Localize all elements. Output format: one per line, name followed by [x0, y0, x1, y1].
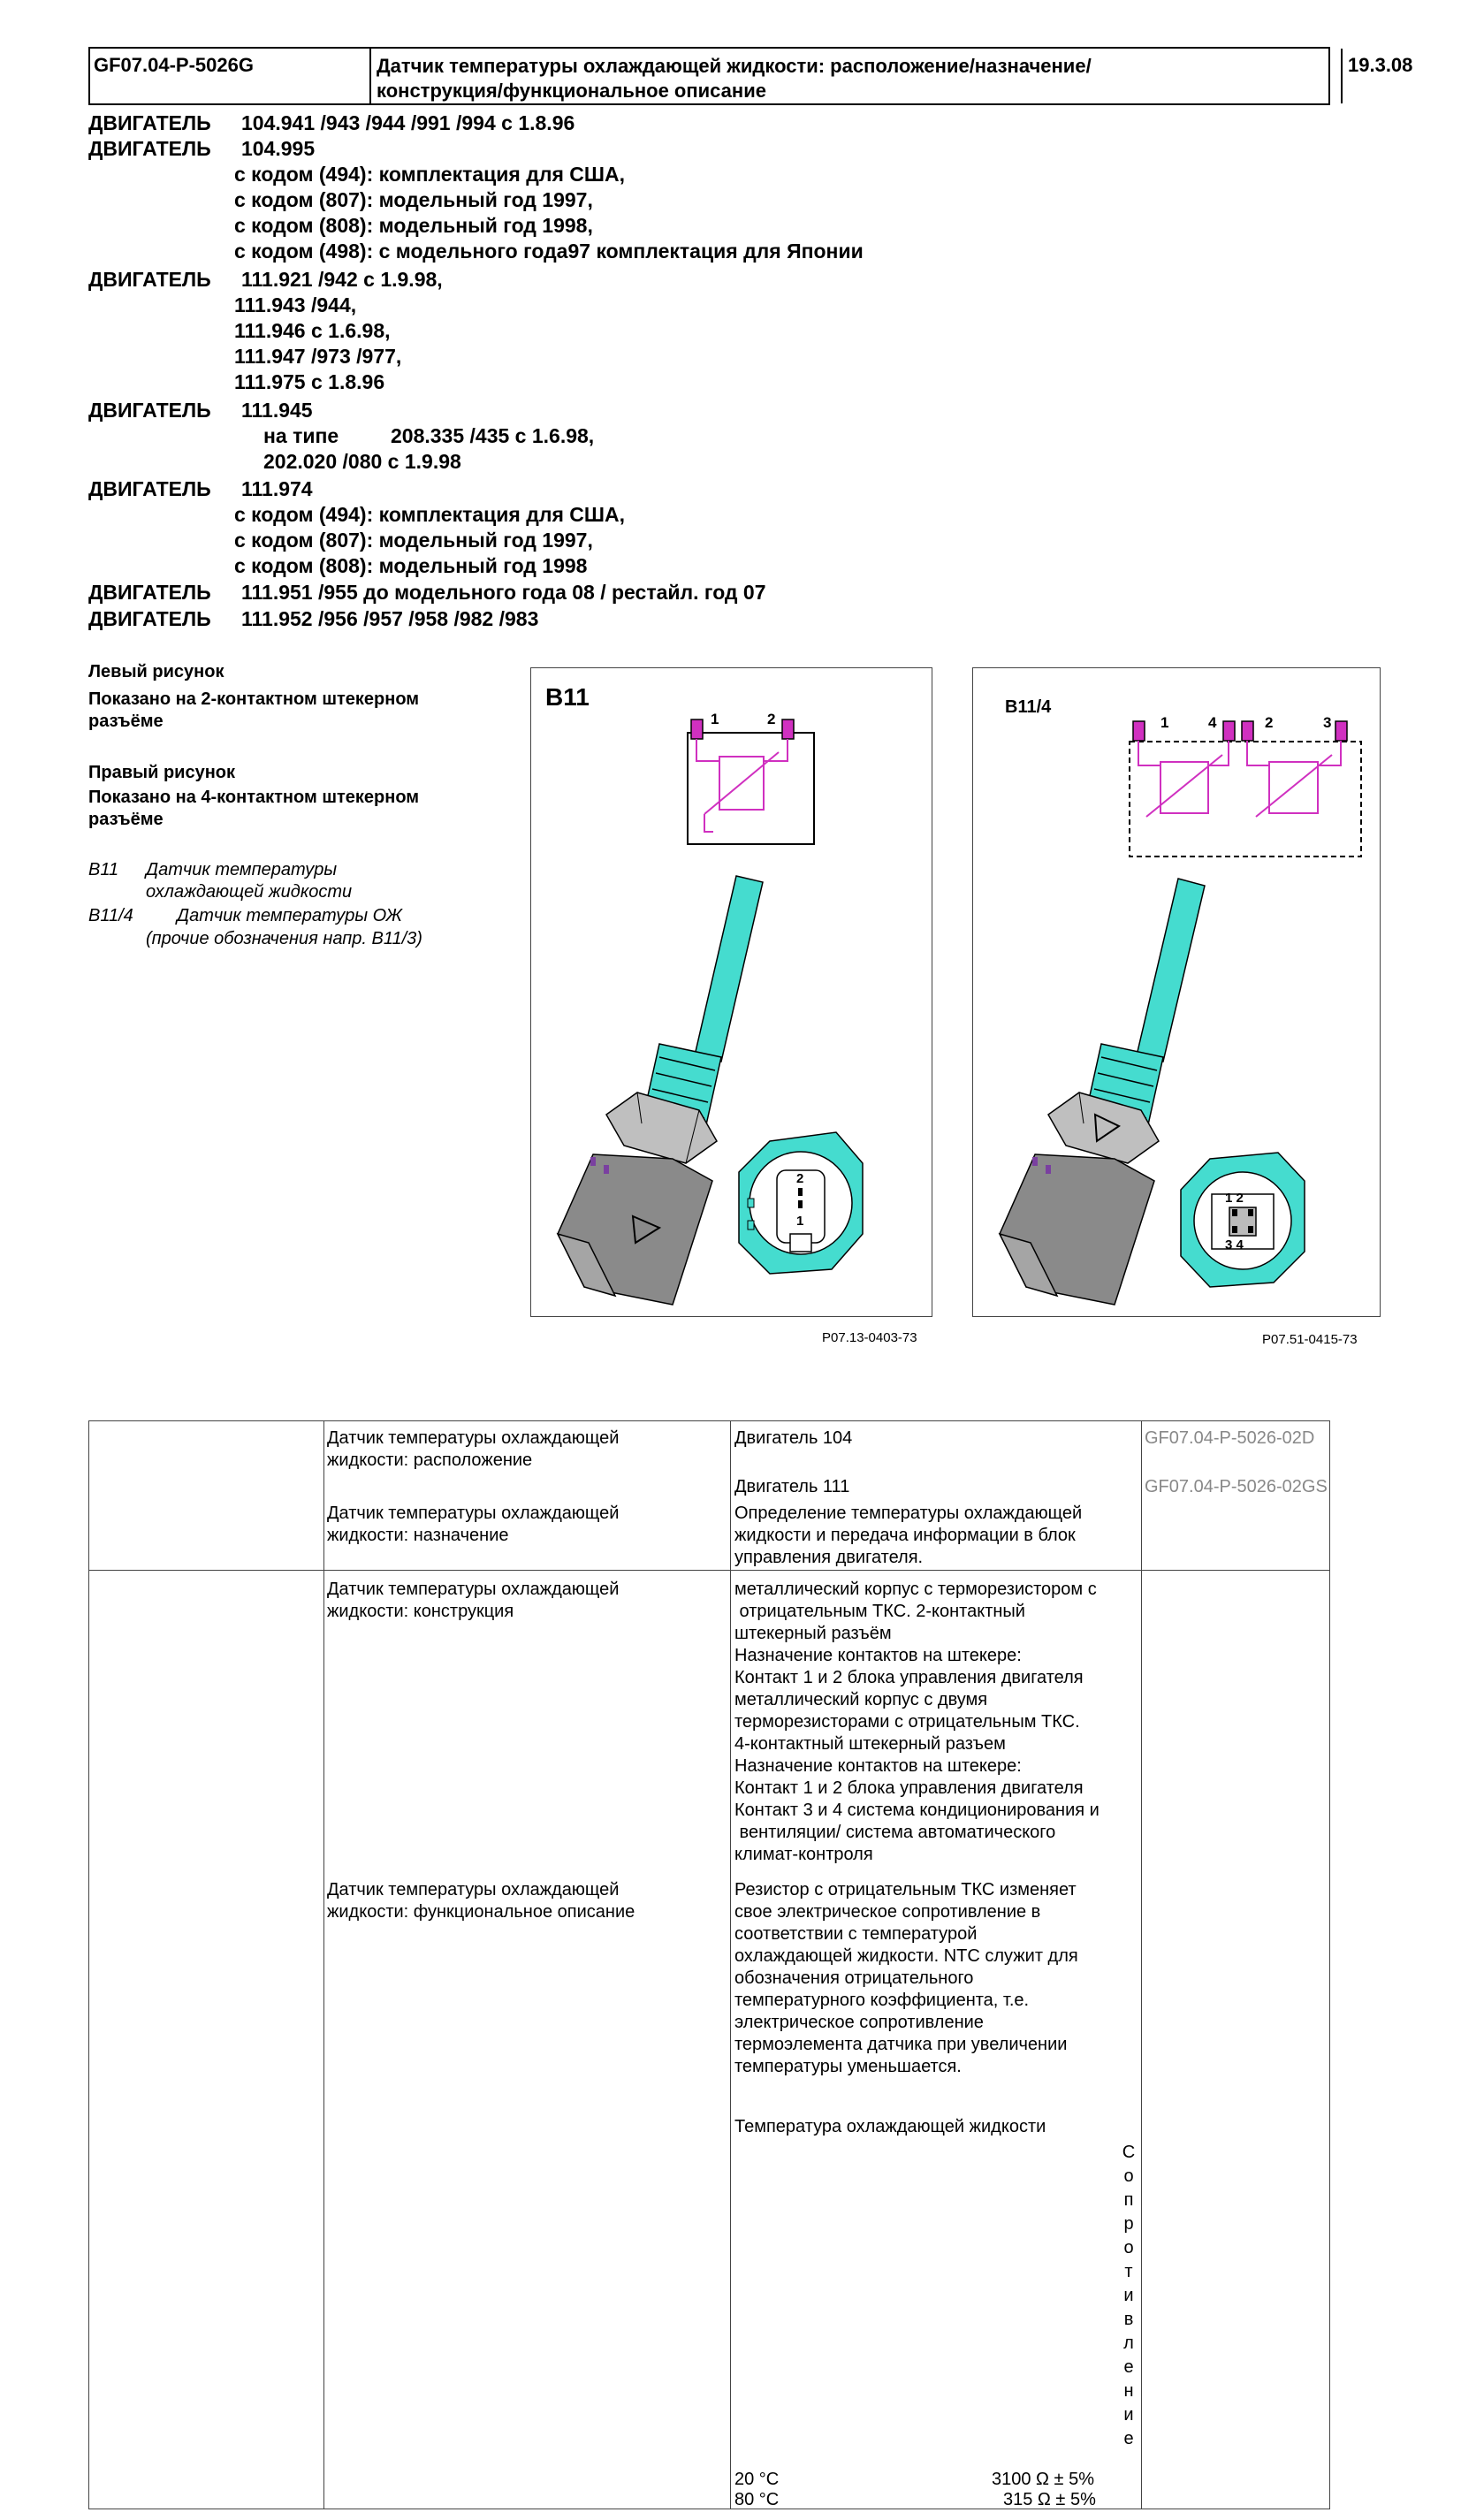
left-figure-title: Левый рисунок — [88, 662, 224, 681]
cell-purpose-label: Датчик температуры охлаждающей — [327, 1504, 620, 1523]
function-line: Резистор с отрицательным ТКС изменяет — [734, 1880, 1077, 1900]
cell-purpose-label: жидкости: назначение — [327, 1526, 509, 1545]
pin-4-terminal — [1223, 721, 1235, 741]
sensor-figure-right — [972, 667, 1381, 1317]
cell-function-text — [734, 1879, 1078, 2078]
row-divider — [89, 1570, 1329, 1571]
doc-title-line2: конструкция/функциональное описание — [377, 80, 766, 102]
pin-2-terminal — [782, 719, 794, 739]
pin-1-label: 1 — [711, 711, 719, 727]
function-line: соответствии с температурой — [734, 1924, 978, 1944]
engine-label: ДВИГАТЕЛЬ — [88, 111, 211, 134]
document-header — [88, 47, 1413, 105]
figure-label: B11/4 — [1005, 697, 1052, 717]
temp-value-1: 20 °C — [734, 2470, 780, 2489]
doc-id: GF07.04-P-5026G — [90, 49, 371, 103]
engine-1: 104.941 /943 /944 /991 /994 с 1.8.96 — [241, 111, 575, 134]
engine-2-line: с кодом (498): с модельного года97 комплектация для Японии — [234, 240, 864, 263]
engine-5: 111.974 — [241, 477, 313, 500]
engine-label: ДВИГАТЕЛЬ — [88, 477, 211, 500]
doc-title — [371, 49, 1343, 103]
engine-3-line: 111.943 /944, — [234, 293, 357, 316]
doc-date: 19.3.08 — [1348, 54, 1413, 76]
function-line: обозначения отрицательного — [734, 1968, 974, 1988]
function-line: свое электрическое сопротивление в — [734, 1902, 1041, 1922]
design-line: Контакт 3 и 4 система кондиционирования и — [734, 1801, 1100, 1820]
function-line: температурного коэффициента, т.е. — [734, 1991, 1030, 2010]
engine-label: ДВИГАТЕЛЬ — [88, 607, 211, 630]
thermistor-symbol-2 — [1269, 762, 1318, 813]
cell-purpose-text: управления двигателя. — [734, 1548, 924, 1567]
design-line: климат-контроля — [734, 1845, 873, 1864]
legend-code: B11/4 — [88, 906, 133, 925]
legend-text: (прочие обозначения напр. B11/3) — [146, 929, 422, 948]
face-pins-top: 1 2 — [1225, 1191, 1244, 1206]
engine-2-line: с кодом (494): комплектация для США, — [234, 163, 625, 186]
figure-caption-right: P07.51-0415-73 — [1262, 1332, 1358, 1347]
design-line: металлический корпус с двумя — [734, 1690, 988, 1709]
resistance-heading-vertical: Сопротивление — [1122, 2143, 1136, 2448]
column-divider — [730, 1421, 731, 2509]
engine-label: ДВИГАТЕЛЬ — [88, 581, 211, 604]
engine-label: ДВИГАТЕЛЬ — [88, 399, 211, 422]
cell-function-label: жидкости: функциональное описание — [327, 1902, 635, 1922]
function-line: электрическое сопротивление — [734, 2013, 984, 2032]
right-figure-text: Показано на 4-контактном штекерном — [88, 788, 420, 807]
engine-5-line: с кодом (807): модельный год 1997, — [234, 529, 593, 552]
pin-4-label: 4 — [1208, 714, 1217, 731]
engine-3: 111.921 /942 с 1.9.98, — [241, 268, 443, 291]
design-line: 4-контактный штекерный разъем — [734, 1734, 1006, 1754]
engine-4-line: 208.335 /435 с 1.6.98, — [391, 424, 595, 447]
engine-5-line: с кодом (494): комплектация для США, — [234, 503, 625, 526]
description-table — [88, 1420, 1330, 2509]
sensor-figure-left — [530, 667, 932, 1317]
design-line: терморезисторами с отрицательным ТКС. — [734, 1712, 1080, 1732]
cell-design-label: Датчик температуры охлаждающей — [327, 1580, 620, 1599]
doc-title-line1: Датчик температуры охлаждающей жидкости: расположение/назначение/ — [377, 55, 1092, 77]
engine-3-line: 111.947 /973 /977, — [234, 345, 402, 368]
engine-3-line: 111.946 с 1.6.98, — [234, 319, 391, 342]
pin-1-label: 1 — [1160, 714, 1169, 731]
figure-caption-left: P07.13-0403-73 — [822, 1330, 917, 1345]
cell-location-label: жидкости: расположение — [327, 1450, 533, 1470]
engine-label: ДВИГАТЕЛЬ — [88, 137, 211, 160]
sensor-tip — [1137, 879, 1205, 1062]
engine-3-line: 111.975 с 1.8.96 — [234, 370, 385, 393]
link-engine-111-doc[interactable]: GF07.04-P-5026-02GS — [1145, 1477, 1328, 1496]
design-line: Назначение контактов на штекере: — [734, 1646, 1022, 1665]
engine-4-line: 202.020 /080 с 1.9.98 — [263, 450, 461, 473]
face-pin-1: 1 — [796, 1214, 804, 1229]
coolant-temp-heading: Температура охлаждающей жидкости — [734, 2117, 1046, 2136]
design-line: вентиляции/ система автоматического — [734, 1823, 1056, 1842]
engine-4: 111.945 — [241, 399, 313, 422]
pin-2-label: 2 — [1265, 714, 1274, 731]
figure-label: B11 — [545, 683, 590, 711]
legend-text: Датчик температуры — [146, 860, 338, 879]
pin-3-terminal — [1335, 721, 1347, 741]
design-line: металлический корпус с терморезистором с — [734, 1580, 1097, 1599]
design-line: Контакт 1 и 2 блока управления двигателя — [734, 1668, 1084, 1687]
cell-engine-111: Двигатель 111 — [734, 1477, 850, 1496]
engine-4-line: на типе — [263, 424, 339, 447]
legend-text: охлаждающей жидкости — [146, 882, 353, 902]
connector-body — [1000, 1154, 1154, 1305]
face-pins-bottom: 3 4 — [1225, 1237, 1244, 1252]
schematic-box — [688, 733, 814, 844]
pin-2-terminal — [1242, 721, 1253, 741]
design-line: Контакт 1 и 2 блока управления двигателя — [734, 1778, 1084, 1798]
temp-value-2: 80 °C — [734, 2490, 780, 2509]
engine-5-line: с кодом (808): модельный год 1998 — [234, 554, 588, 577]
function-line: термоэлемента датчика при увеличении — [734, 2035, 1068, 2054]
function-line: охлаждающей жидкости. NTC служит для — [734, 1946, 1078, 1966]
pin-1-terminal — [1133, 721, 1145, 741]
pin-2-label: 2 — [767, 711, 776, 727]
resistance-value-2: 315 Ω ± 5% — [1003, 2490, 1096, 2509]
engine-label: ДВИГАТЕЛЬ — [88, 268, 211, 291]
right-figure-text: разъёме — [88, 810, 164, 829]
resistance-value-1: 3100 Ω ± 5% — [992, 2470, 1094, 2489]
legend-code: B11 — [88, 860, 119, 879]
column-divider — [323, 1421, 324, 2509]
design-line: Назначение контактов на штекере: — [734, 1756, 1022, 1776]
engine-2: 104.995 — [241, 137, 316, 160]
cell-engine-104: Двигатель 104 — [734, 1428, 853, 1448]
sensor-illustration-2pin — [531, 668, 931, 1315]
pin-1-terminal — [691, 719, 703, 739]
design-line: отрицательным ТКС. 2-контактный — [734, 1602, 1025, 1621]
pin-3-label: 3 — [1323, 714, 1332, 731]
cell-function-label: Датчик температуры охлаждающей — [327, 1880, 620, 1900]
cell-design-label: жидкости: конструкция — [327, 1602, 514, 1621]
cell-location-label: Датчик температуры охлаждающей — [327, 1428, 620, 1448]
column-divider — [1141, 1421, 1142, 2509]
cell-purpose-text: жидкости и передача информации в блок — [734, 1526, 1076, 1545]
left-figure-text: Показано на 2-контактном штекерном — [88, 689, 420, 709]
left-figure-text: разъёме — [88, 712, 164, 731]
thermistor-symbol-1 — [1160, 762, 1208, 813]
engine-2-line: с кодом (808): модельный год 1998, — [234, 214, 593, 237]
cell-purpose-text: Определение температуры охлаждающей — [734, 1504, 1083, 1523]
legend-text: Датчик температуры ОЖ — [177, 906, 402, 925]
engine-6: 111.951 /955 до модельного года 08 / рестайл. год 07 — [241, 581, 766, 604]
engine-7: 111.952 /956 /957 /958 /982 /983 — [241, 607, 539, 630]
engine-2-line: с кодом (807): модельный год 1997, — [234, 188, 593, 211]
sensor-illustration-4pin — [973, 668, 1379, 1315]
link-engine-104-doc[interactable]: GF07.04-P-5026-02D — [1145, 1428, 1315, 1448]
sensor-tip — [695, 876, 763, 1062]
face-pin-2: 2 — [796, 1171, 804, 1186]
design-line: штекерный разъём — [734, 1624, 892, 1643]
function-line: температуры уменьшается. — [734, 2057, 962, 2076]
right-figure-title: Правый рисунок — [88, 763, 236, 782]
cell-design-text — [734, 1579, 1100, 1866]
